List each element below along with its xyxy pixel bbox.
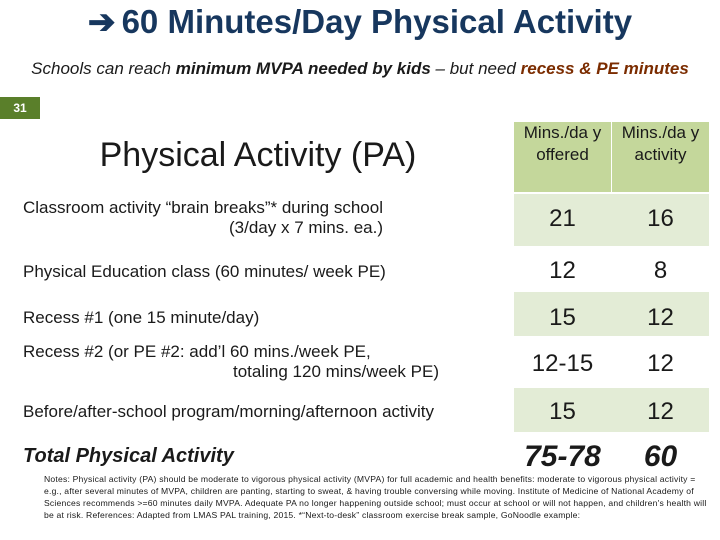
row-label-line1: Before/after-school program/morning/afternoon activity	[23, 402, 435, 421]
subtitle-part2: – but need	[430, 59, 521, 78]
cell-activity: 12	[647, 398, 674, 425]
row-label-recess2	[23, 342, 439, 382]
cell-activity-total: 60	[643, 440, 678, 473]
row-label-classroom	[23, 198, 383, 238]
column-header-offered: Mins./da y offered	[514, 122, 611, 192]
row-label-line2: (3/day x 7 mins. ea.)	[229, 218, 384, 237]
subtitle	[0, 56, 720, 81]
row-label-before-after	[23, 402, 434, 422]
arrow-right-icon: ➔	[87, 3, 116, 40]
slide-number-badge: 31	[0, 97, 40, 119]
row-label-line1: Recess #1 (one 15 minute/day)	[23, 308, 260, 327]
row-label-line1: Physical Education class (60 minutes/ week PE)	[23, 262, 386, 281]
cell-activity: 12	[647, 350, 674, 377]
row-label-line1: Classroom activity “brain breaks”* during school	[23, 198, 383, 217]
cell-activity: 12	[647, 304, 674, 331]
subtitle-bold: minimum MVPA needed by kids	[175, 59, 431, 78]
table-heading: Physical Activity (PA)	[99, 136, 417, 174]
cell-offered-total: 75-78	[524, 440, 601, 473]
subtitle-highlight: recess & PE minutes	[520, 59, 689, 78]
row-label-line1: Recess #2 (or PE #2: add’l 60 mins./week PE,	[23, 342, 371, 361]
row-label-pe	[23, 262, 386, 282]
cell-offered: 21	[549, 205, 576, 232]
title-text: 60 Minutes/Day Physical Activity	[121, 3, 633, 40]
subtitle-part1: Schools can reach	[31, 59, 176, 78]
cell-offered: 15	[549, 398, 576, 425]
row-label-line2: totaling 120 mins/week PE)	[233, 362, 439, 381]
row-label-recess1	[23, 308, 259, 328]
cell-offered: 12	[549, 257, 576, 284]
column-header-activity: Mins./da y activity	[612, 122, 709, 192]
cell-activity: 16	[647, 205, 674, 232]
footnotes: Notes: Physical activity (PA) should be moderate to vigorous physical activity (MVPA) for full academic and health benefits: moderate to vigorous physical activity = e.g., after several minutes of MVPA, children are panting, starting to sweat, & having trouble conversing while moving. Institute of Medicine of National Academy of Sciences recommends >=60 minutes daily MVPA. Adequate PA no longer happening outside school; must occur at school or will not happen, and children's health will be at risk. References: Adapted from LMAS PAL training, 2015. *“Next-to-desk” classroom exercise break sample, GoNoodle example:	[44, 474, 707, 520]
row-label-line1: Total Physical Activity	[23, 445, 234, 467]
cell-offered: 12-15	[531, 350, 594, 377]
cell-activity: 8	[653, 257, 668, 284]
cell-offered: 15	[549, 304, 576, 331]
row-label-total	[23, 446, 234, 466]
slide-title	[0, 2, 720, 41]
